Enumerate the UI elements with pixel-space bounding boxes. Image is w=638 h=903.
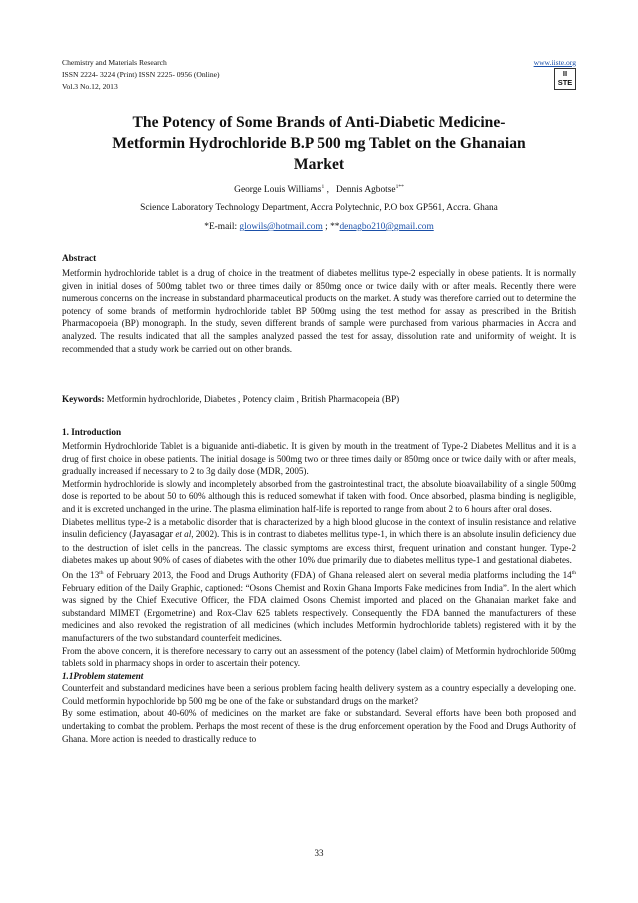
p4-text-a: On the 13 (62, 569, 100, 580)
title-line-1: The Potency of Some Brands of Anti-Diabetic Medicine- (132, 114, 506, 131)
affiliation: Science Laboratory Technology Department, Accra Polytechnic, P.O box GP561, Accra. Ghana (140, 203, 498, 213)
journal-name: Chemistry and Materials Research (62, 58, 167, 67)
p3-text-b: , 2002). This is in contrast to diabetes mellitus type-1, in which there is an absolute insulin deficiency due to the destruction of islet cells in the pancreas. The classic symptoms are excess thirst, frequent urination and constant hunger. Type-2 diabetes makes up about 90% of cases of diabetes with the other 10% due primarily due to diabetes mellitus type-1 and gestational diabetes. (62, 529, 577, 566)
intro-paragraph-1: Metformin Hydrochloride Tablet is a biguanide anti-diabetic. It is given by mouth in the treatment of Type-2 Diabetes Mellitus and it is a drug of first choice in obese patients. The initial dosage is 500mg two or three times daily or 850mg once or twice daily with or after meals, gradually increased if necessary to 2 to 3g daily dose (MDR, 2005). (62, 441, 576, 477)
section-heading-introduction: 1. Introduction (62, 427, 122, 437)
logo-text-top: II (562, 69, 568, 78)
author-1-affil: 1 (321, 184, 325, 190)
keywords-label: Keywords: (62, 394, 105, 404)
p4-text-b: of February 2013, the Food and Drugs Authority (FDA) of Ghana released alert on several media platforms including the 14 (103, 569, 572, 580)
intro-paragraph-3 (62, 516, 576, 567)
p3-text-a: Diabetes mellitus type-2 is a metabolic disorder that is characterized by a high blood glucose in the context of insulin resistance and relative insulin deficiency ( (62, 516, 576, 540)
contact-emails (62, 221, 576, 233)
citation-etal: et al (173, 529, 192, 540)
intro-body (62, 440, 576, 745)
problem-paragraph-2: By some estimation, about 40-60% of medicines on the market are fake or substandard. Several efforts have been both proposed and undertaking to combat the problem. Perhaps the most recent of these is the drug enforcement operation by the Food and Drugs Authority of Ghana. More action is needed to drastically reduce to (62, 708, 576, 744)
title-line-2: Metformin Hydrochloride B.P 500 mg Tablet on the Ghanaian (112, 135, 526, 152)
email-link-1[interactable]: glowils@hotmail.com (239, 222, 323, 232)
intro-paragraph-2: Metformin hydrochloride is slowly and incompletely absorbed from the gastrointestinal tract, the absolute bioavailability of a single 500mg dose is reported to be about 50 to 60% although this is reduced somewhat if taken with food. Once absorbed, plasma binding is negligible, and it is excreted unchanged in the urine. The plasma elimination half-life is reported to range from about 2 to 6 hours after oral doses. (62, 478, 576, 514)
author-2-affil: 1** (395, 184, 404, 190)
email-separator: ; ** (322, 222, 340, 232)
email-link-2[interactable]: denagbo210@gmail.com (339, 222, 434, 232)
author-list (62, 181, 576, 196)
intro-paragraph-4 (62, 567, 576, 645)
author-separator: , (324, 185, 336, 195)
page-number: 33 (314, 848, 324, 858)
author-2: Dennis Agbotse (335, 185, 396, 195)
paper-page (62, 0, 576, 903)
p4-sup-2: th (571, 569, 576, 576)
p4-sup-1: th (99, 569, 104, 576)
keywords (62, 393, 576, 406)
journal-volume: Vol.3 No.12, 2013 (62, 82, 118, 91)
email-prefix: *E-mail: (204, 222, 240, 232)
journal-issn: ISSN 2224- 3224 (Print) ISSN 2225- 0956 (Online) (62, 70, 220, 79)
author-1: George Louis Williams (234, 185, 322, 195)
iiste-logo (554, 68, 576, 90)
logo-text-bottom: STE (557, 78, 573, 87)
intro-paragraph-5: From the above concern, it is therefore necessary to carry out an assessment of the potency (label claim) of Metformin hydrochloride 500mg tablets sold in pharmacy shops in order to ascertain their potency. (62, 645, 576, 669)
abstract-heading: Abstract (62, 253, 97, 263)
abstract-text: Metformin hydrochloride tablet is a drug of choice in the treatment of diabetes mellitus type-2 especially in obese patients. It is normally given in initial doses of 500mg tablet two or three times daily or 850mg once or twice daily with or after meals. Recently there were numerous concerns on the increase in substandard pharmaceutical products on the market. A study was therefore carried out to determine the potency of some brands of metformin hydrochloride tablet BP 500mg using the test method for assay as prescribed in the British Pharmacopoeia (BP) monograph. In the study, seven different brands of sample were purchased from various pharmacies in Accra and analyzed. The results indicated that all the samples analyzed passed the test for assay, dissolution rate and uniformity of weight. It is recommended that a study work be carried out on other brands. (62, 268, 576, 354)
journal-url-link[interactable]: www.iiste.org (533, 58, 576, 67)
paper-title (62, 112, 576, 175)
problem-paragraph-1: Counterfeit and substandard medicines have been a serious problem facing health delivery system as a country especially a developing one. Could metformin hypochloride bp 500 mg be one of the fake or substandard drugs on the market? (62, 683, 576, 706)
subsection-heading-problem-statement: 1.1Problem statement (62, 670, 144, 681)
p4-text-c: February edition of the Daily Graphic, captioned: “Osons Chemist and Roxin Ghana Imports Fake medicines from India”. In the alert which was signed by the Chief Executive Officer, the FDA claimed Osons Chemist imported and placed on the Ghanaian market fake and substandard MIMET (Ergometrine) and Rox-Clav 625 tablets respectively. Consequently the FDA banned the manufacturers of these medicines and also revoked the registration of all medicines (which includes Metformin hydrochloride tablets) registered with it by the manufacturers of the two substandard counterfeit medicines. (62, 582, 576, 643)
keywords-text: Metformin hydrochloride, Diabetes , Potency claim , British Pharmacopeia (BP) (104, 394, 400, 404)
title-line-3: Market (293, 156, 345, 173)
citation-jayasagar: Jayasagar (132, 529, 174, 541)
